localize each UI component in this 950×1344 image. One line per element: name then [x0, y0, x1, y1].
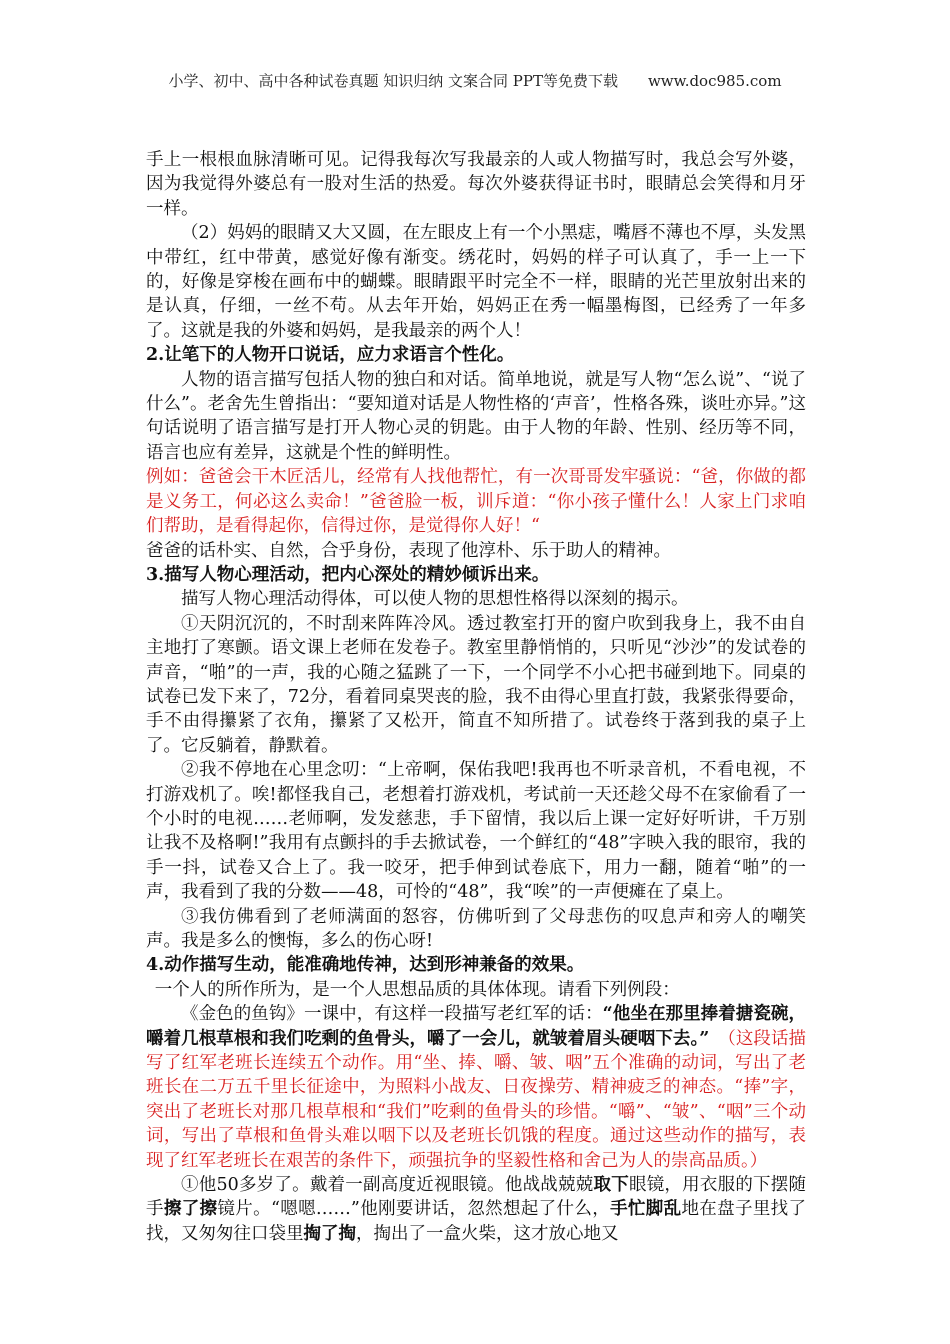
paragraph-father-comment: 爸爸的话朴实、自然，合乎身份，表现了他淳朴、乐于助人的精神。 — [146, 540, 671, 561]
glasses-bold-1: 取下 — [593, 1175, 629, 1196]
paragraph-grandma-end: 手上一根根血脉清晰可见。记得我每次写我最亲的人或人物描写时，我总会写外婆，因为我觉得外婆总有一股对生活的热爱。每次外婆获得证书时，眼睛总会笑得和月牙一样。 — [146, 150, 806, 219]
example-father-dialogue: 例如：爸爸会干木匠活儿，经常有人找他帮忙，有一次哥哥发牢骚说：“爸，你做的都是义务工，何必这么卖命！”爸爸脸一板，训斥道：“你小孩子懂什么！人家上门求咱们帮助，是看得起你，信得过你，是觉得你人好！“ — [146, 467, 806, 537]
golden-hook-analysis: （这段话描写了红军老班长连续五个动作。用“坐、捧、嚼、皱、咽”五个准确的动词，写出了老班长在二万五千里长征途中，为照料小战友、日夜操劳、精神疲乏的神态。“捧”字，突出了老班长对那几根草根和“我们”吃剩的鱼骨头的珍惜。“嚼”、“皱”、“咽”三个动词，写出了草根和鱼骨头难以咽下以及老班长饥饿的程度。通过这些动作的描写，表现了红军老班长在艰苦的条件下，顽强抗争的坚毅性格和舍己为人的崇高品质。） — [146, 1028, 807, 1171]
paragraph-exam-2: ②我不停地在心里念叨：“上帝啊，保佑我吧!我再也不听录音机，不看电视，不打游戏机了。唉!都怪我自己，老想着打游戏机，考试前一天还趁父母不在家偷看了一个小时的电视……老师啊，发发慈悲，手下留情，我以后上课一定好好听讲，千万别让我不及格啊!”我用有点颤抖的手去掀试卷，一个鲜红的“48”字映入我的眼帘，我的手一抖，试卷又合上了。我一咬牙，把手伸到试卷底下，用力一翻，随着“啪”的一声，我看到了我的分数——48，可怜的“48”，我“唉”的一声便瘫在了桌上。 — [146, 760, 806, 903]
golden-hook-lead: 《金色的鱼钩》一课中，有这样一段描写老红军的话： — [181, 1004, 603, 1025]
document-body — [146, 148, 806, 1246]
section-heading-3: 3.描写人物心理活动，把内心深处的精妙倾诉出来。 — [146, 564, 550, 585]
paragraph-mother: （2）妈妈的眼睛又大又圆，在左眼皮上有一个小黑痣，嘴唇不薄也不厚，头发黑中带红，红中带黄，感觉好像有渐变。绣花时，妈妈的样子可认真了，手一上一下的，好像是穿梭在画布中的蝴蝶。眼睛跟平时完全不一样，眼睛的光芒里放射出来的是认真，仔细，一丝不苟。从去年开始，妈妈正在秀一幅墨梅图，已经秀了一年多了。这就是我的外婆和妈妈，是我最亲的两个人！ — [146, 223, 806, 341]
golden-hook-quote: “他坐在那里捧着搪瓷碗，嚼着几根草根和我们吃剩的鱼骨头，嚼了一会儿，就皱着眉头硬咽下去。” — [146, 1004, 806, 1049]
glasses-text-2: 眼镜，用衣服的下摆随手 — [146, 1175, 807, 1220]
glasses-bold-4: 掏了掏 — [303, 1223, 356, 1244]
paragraph-glasses — [146, 1173, 806, 1246]
glasses-bold-2: 擦了擦 — [163, 1199, 218, 1220]
section-heading-2: 2.让笔下的人物开口说话，应力求语言个性化。 — [146, 345, 515, 366]
paragraph-golden-hook — [146, 1002, 806, 1173]
glasses-text-1: ①他50多岁了。戴着一副高度近视眼镜。他战战兢兢 — [181, 1175, 594, 1196]
paragraph-exam-3: ③我仿佛看到了老师满面的怒容，仿佛听到了父母悲伤的叹息声和旁人的嘲笑声。我是多么的懊悔，多么的伤心呀! — [146, 906, 806, 951]
paragraph-language-description: 人物的语言描写包括人物的独白和对话。简单地说，就是写人物“怎么说”、“说了什么”。老舍先生曾指出：“要知道对话是人物性格的‘声音’，性格各殊，谈吐亦异。”这句话说明了语言描写是打开人物心灵的钥匙。由于人物的年龄、性别、经历等不同，语言也应有差异，这就是个性的鲜明性。 — [146, 369, 806, 463]
glasses-text-4: 地在盘子里找了找，又匆匆往口袋里 — [146, 1199, 807, 1244]
glasses-text-5: ，掏出了一盒火柴，这才放心地又 — [356, 1223, 619, 1244]
section-heading-4: 4.动作描写生动，能准确地传神，达到形神兼备的效果。 — [146, 955, 585, 976]
paragraph-action-intro: 一个人的所作所为，是一个人思想品质的具体体现。请看下列例段： — [154, 979, 680, 1000]
glasses-bold-3: 手忙脚乱 — [610, 1199, 682, 1220]
paragraph-psychology-intro: 描写人物心理活动得体，可以使人物的思想性格得以深刻的揭示。 — [181, 589, 689, 610]
glasses-text-3: 镜片。“嗯嗯……”他刚要讲话，忽然想起了什么， — [217, 1199, 611, 1220]
paragraph-exam-1: ①天阴沉沉的，不时刮来阵阵冷风。透过教室打开的窗户吹到我身上，我不由自主地打了寒颤。语文课上老师在发卷子。教室里静悄悄的，只听见“沙沙”的发试卷的声音，“啪”的一声，我的心随之猛跳了一下，一个同学不小心把书碰到地下。同桌的试卷已发下来了，72分，看着同桌哭丧的脸，我不由得心里直打鼓，我紧张得要命，手不由得攥紧了衣角，攥紧了又松开，简直不知所措了。试卷终于落到我的桌子上了。它反躺着，静默着。 — [146, 613, 806, 756]
page-header: 小学、初中、高中各种试卷真题 知识归纳 文案合同 PPT等免费下载 www.doc985.com — [168, 72, 782, 90]
